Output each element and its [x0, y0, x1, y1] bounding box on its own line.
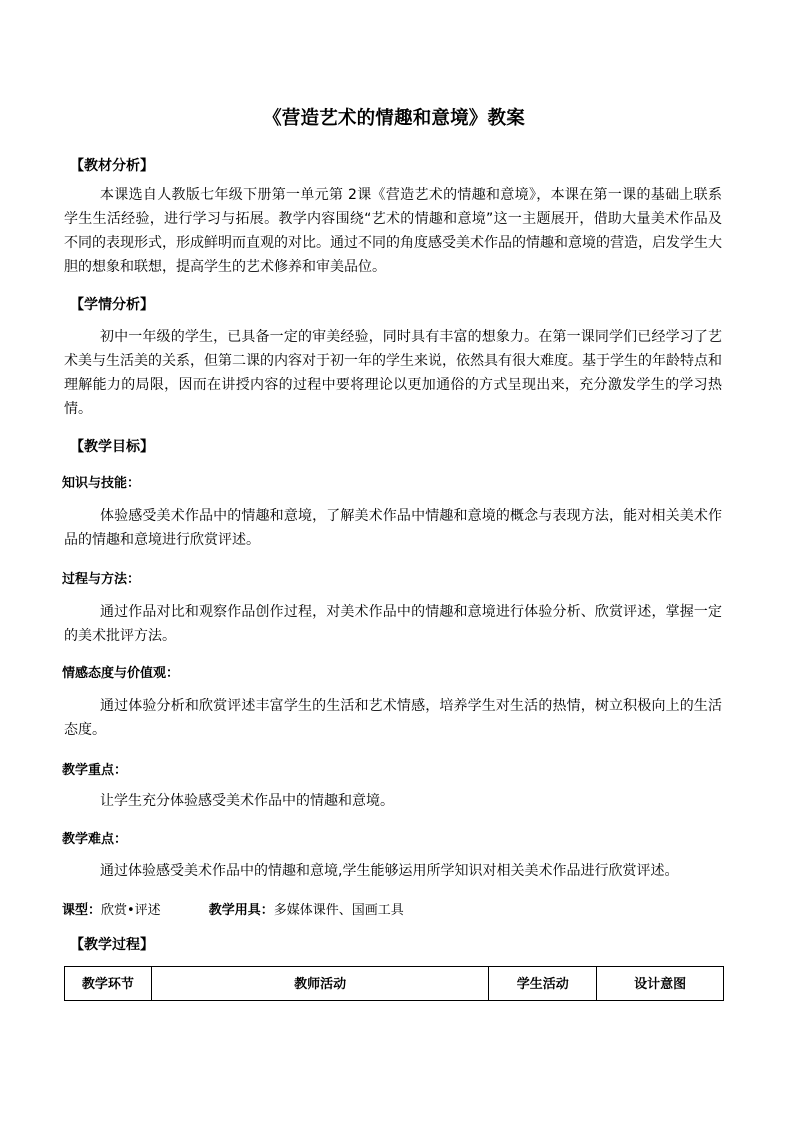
- knowledge-skills-label: 知识与技能：: [62, 476, 141, 491]
- teaching-process-table: [64, 966, 724, 1001]
- lesson-type-value: 欣赏•评述: [101, 903, 161, 918]
- material-analysis-heading: 【教材分析】: [70, 158, 154, 174]
- emotion-values-text: 通过体验分析和欣赏评述丰富学生的生活和艺术情感，培养学生对生活的热情，树立积极向上的生活态度。: [64, 698, 722, 738]
- teaching-tools-label: 教学用具：: [208, 903, 274, 918]
- process-methods-text: 通过作品对比和观察作品创作过程，对美术作品中的情趣和意境进行体验分析、欣赏评述，掌握一定的美术批评方法。: [64, 604, 722, 644]
- column-header-design-intent: 设计意图: [597, 967, 724, 1001]
- document-title: 《营造艺术的情趣和意境》教案: [263, 108, 525, 129]
- column-header-student-activity: 学生活动: [489, 967, 597, 1001]
- process-methods-label: 过程与方法：: [62, 572, 141, 587]
- key-point-label: 教学重点：: [62, 763, 128, 778]
- difficulty-label: 教学难点：: [62, 832, 128, 847]
- column-header-stage: 教学环节: [65, 967, 152, 1001]
- knowledge-skills-text: 体验感受美术作品中的情趣和意境，了解美术作品中情趣和意境的概念与表现方法，能对相关美术作品的情趣和意境进行欣赏评述。: [64, 508, 722, 548]
- student-analysis-heading: 【学情分析】: [70, 297, 154, 313]
- lesson-type-label: 课型：: [62, 903, 102, 918]
- difficulty-text: 通过体验感受美术作品中的情趣和意境,学生能够运用所学知识对相关美术作品进行欣赏评述。: [100, 863, 679, 879]
- table-header-row: [65, 967, 724, 1001]
- lesson-info-line: [62, 899, 726, 918]
- emotion-values-label: 情感态度与价值观：: [62, 666, 180, 681]
- column-header-teacher-activity: 教师活动: [151, 967, 488, 1001]
- key-point-text: 让学生充分体验感受美术作品中的情趣和意境。: [100, 793, 394, 809]
- objectives-heading: 【教学目标】: [70, 439, 154, 455]
- material-analysis-text: 本课选自人教版七年级下册第一单元第 2课《营造艺术的情趣和意境》，本课在第一课的基础上联系学生生活经验，进行学习与拓展。教学内容围绕“艺术的情趣和意境”这一主题展开，借助大量美术作品及不同的表现形式，形成鲜明而直观的对比。通过不同的角度感受美术作品的情趣和意境的营造，启发学生大胆的想象和联想，提高学生的艺术修养和审美品位。: [64, 187, 722, 275]
- student-analysis-text: 初中一年级的学生，已具备一定的审美经验，同时具有丰富的想象力。在第一课同学们已经学习了艺术美与生活美的关系，但第二课的内容对于初一年的学生来说，依然具有很大难度。基于学生的年龄特点和理解能力的局限，因而在讲授内容的过程中要将理论以更加通俗的方式呈现出来，充分激发学生的学习热情。: [64, 329, 722, 417]
- process-heading: 【教学过程】: [70, 937, 154, 953]
- teaching-tools-value: 多媒体课件、国画工具: [273, 903, 404, 918]
